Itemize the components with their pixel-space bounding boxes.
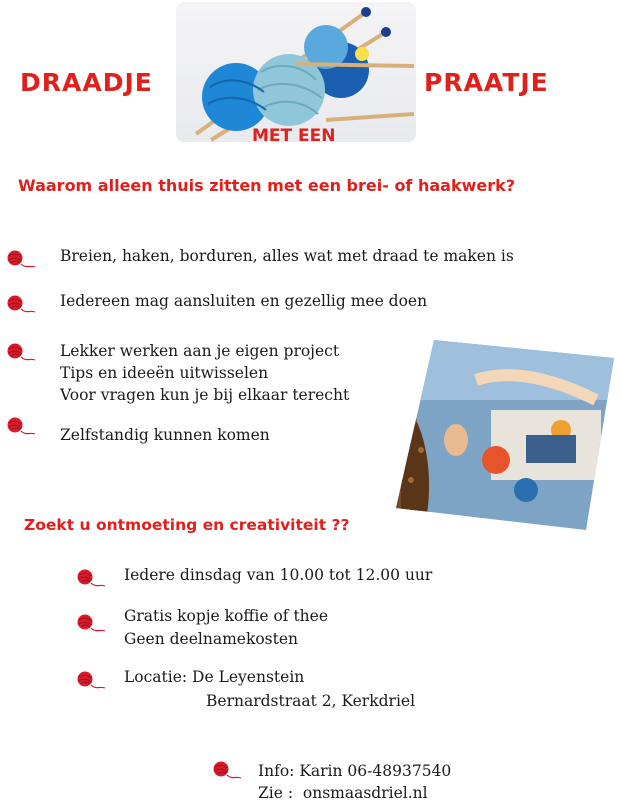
question-heading: Waarom alleen thuis zitten met een brei- of haakwerk?: [18, 176, 516, 195]
yarn-balls-knitting-needles-icon: [176, 2, 416, 142]
title-left: DRAADJE: [20, 68, 153, 97]
yarn-ball-icon: [76, 611, 106, 635]
detail-text: Geen deelnamekosten: [124, 630, 299, 648]
title-right: PRAATJE: [424, 68, 549, 97]
address-text: Bernardstraat 2, Kerkdriel: [206, 692, 416, 710]
bullet-text: Tips en ideeën uitwisselen: [60, 364, 269, 382]
detail-text: Iedere dinsdag van 10.00 tot 12.00 uur: [124, 566, 433, 584]
bullet-text: Breien, haken, borduren, alles wat met draad te maken is: [60, 247, 514, 265]
yarn-ball-icon: [76, 668, 106, 692]
bullet-text: Voor vragen kun je bij elkaar terecht: [60, 386, 350, 404]
yarn-ball-icon: [212, 758, 242, 782]
bullet-text: Iedereen mag aansluiten en gezellig mee doen: [60, 292, 428, 310]
title-middle: MET EEN: [252, 126, 336, 146]
yarn-ball-icon: [6, 247, 36, 271]
cta-heading: Zoekt u ontmoeting en creativiteit ??: [24, 516, 350, 534]
detail-text: Locatie: De Leyenstein: [124, 668, 305, 686]
info-website: Zie : onsmaasdriel.nl: [258, 784, 428, 802]
info-contact: Info: Karin 06-48937540: [258, 762, 452, 780]
yarn-ball-icon: [76, 566, 106, 590]
photo: [396, 340, 614, 530]
bullet-text: Lekker werken aan je eigen project: [60, 342, 340, 360]
hero-image: [176, 2, 416, 142]
detail-text: Gratis kopje koffie of thee: [124, 607, 328, 625]
knitting-group-photo-icon: [396, 340, 614, 530]
bullet-text: Zelfstandig kunnen komen: [60, 426, 270, 444]
yarn-ball-icon: [6, 414, 36, 438]
yarn-ball-icon: [6, 340, 36, 364]
yarn-ball-icon: [6, 292, 36, 316]
